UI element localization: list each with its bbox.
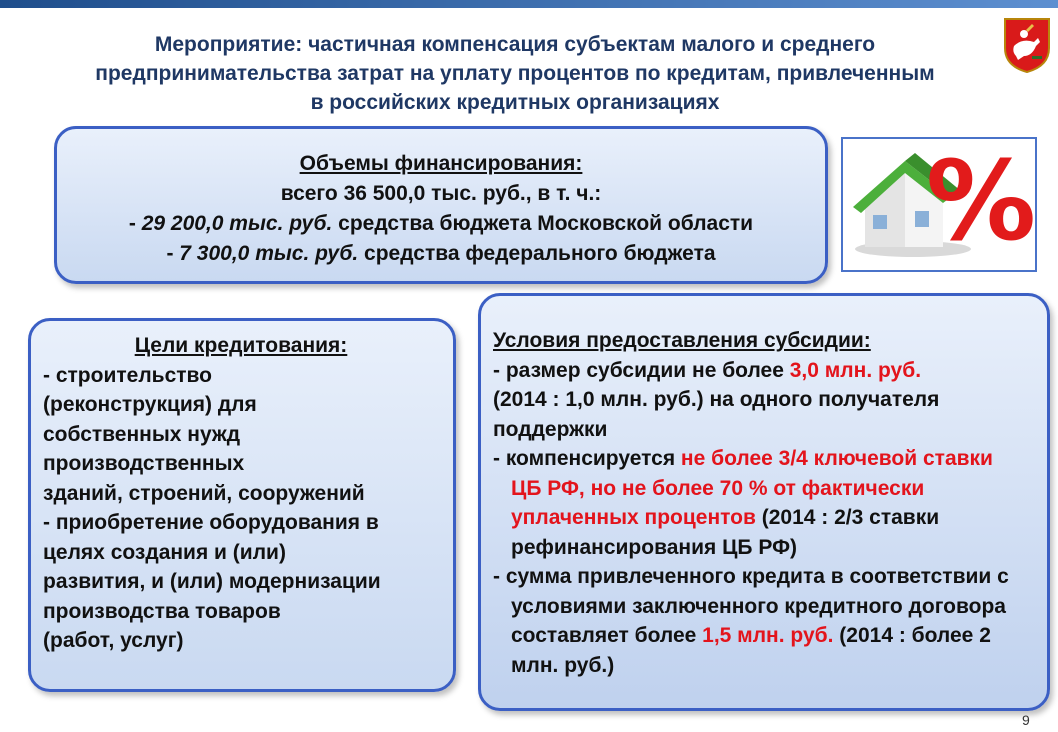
title-line-2: предпринимательства затрат на уплату процентов по кредитам, привлеченным [95,62,935,85]
condition-item-credit-amount: - сумма привлеченного кредита в соответствии с условиями заключенного кредитного договора составляет более 1,5 млн. руб. (2014 : более 2 млн. руб.) [493,565,1009,677]
conditions-heading: Условия предоставления субсидии: [493,329,871,352]
condition-item-compensation: - компенсируется не более 3/4 ключевой ставки ЦБ РФ, но не более 70 % от фактически уплаченных процентов (2014 : 2/3 ставки рефинансирования ЦБ РФ) [493,447,993,559]
financing-amount-federal: 7 300,0 тыс. руб. [179,242,359,265]
percent-symbol: % [925,139,1035,265]
financing-amount-regional: 29 200,0 тыс. руб. [141,212,333,235]
goals-line: зданий, строений, сооружений [43,481,365,505]
compensation-rate-value: не более 3/4 ключевой ставки ЦБ РФ, но не более 70 % от фактически уплаченных процентов [511,447,993,529]
goals-box [28,318,456,692]
goals-line: - приобретение оборудования в [43,511,379,534]
financing-item-federal: - 7 300,0 тыс. руб. средства федерального бюджета [166,242,716,265]
page-number: 9 [1022,712,1030,728]
moscow-region-coat-of-arms-icon [1002,16,1052,74]
financing-item-regional: - 29 200,0 тыс. руб. средства бюджета Московской области [128,212,754,235]
slide-title [40,30,990,117]
goals-line: - строительство [43,363,212,387]
goals-line: производственных [43,452,245,475]
subsidy-max-value: 3,0 млн. руб. [789,358,922,382]
title-line-3: в российских кредитных организациях [310,91,720,114]
goals-line: развития, и (или) модернизации [43,570,381,593]
subsidy-size-note: (2014 : 1,0 млн. руб.) на одного получателя поддержки [493,388,940,441]
financing-total: всего 36 500,0 тыс. руб., в т. ч.: [280,182,602,205]
goals-line: собственных нужд [43,422,241,446]
conditions-box [478,293,1050,711]
financing-heading: Объемы финансирования: [299,152,583,175]
financing-box [54,126,828,284]
top-bar [0,0,1058,8]
house-percent-image [841,137,1037,272]
credit-min-value: 1,5 млн. руб. [702,624,834,647]
goals-line: целях создания и (или) [43,540,286,564]
house-percent-icon [843,139,1035,270]
goals-line: производства товаров [43,599,281,623]
condition-item-subsidy-size: - размер субсидии не более 3,0 млн. руб. (2014 : 1,0 млн. руб.) на одного получателя поддержки [493,356,1029,445]
goals-heading: Цели кредитования: [134,334,348,357]
goals-line: (реконструкция) для [43,393,257,416]
goals-line: (работ, услуг) [43,629,184,652]
title-line-1: Мероприятие: частичная компенсация субъектам малого и среднего [154,33,876,56]
